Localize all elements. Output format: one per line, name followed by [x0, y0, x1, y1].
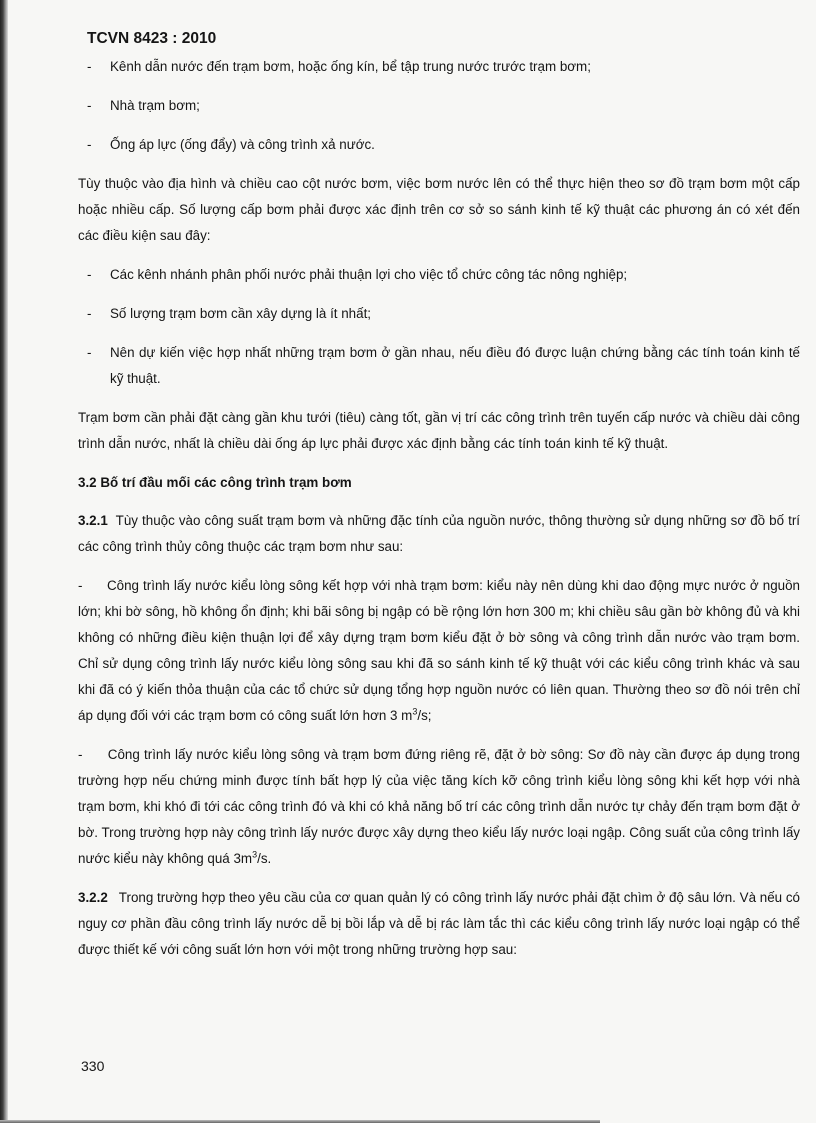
list-item-text: Các kênh nhánh phân phối nước phải thuận lợi cho việc tổ chức công tác nông nghiệp;	[110, 267, 628, 282]
clause-number: 3.2.2	[78, 890, 108, 905]
layout-option-item	[78, 573, 800, 729]
list-item-text: Nhà trạm bơm;	[110, 98, 200, 113]
dash-bullet: -	[87, 267, 92, 282]
list-item	[78, 340, 800, 392]
list-item-text: Ống áp lực (ống đẩy) và công trình xả nước.	[110, 137, 375, 152]
superscript: 3	[412, 706, 418, 717]
dash-bullet: -	[87, 306, 92, 321]
option-text-tail: /s.	[257, 851, 272, 866]
dash-bullet: -	[87, 59, 92, 74]
layout-option-item	[78, 742, 800, 872]
section-title: 3.2 Bố trí đầu mối các công trình trạm bơm	[78, 475, 352, 490]
list-item-text: Kênh dẫn nước đến trạm bơm, hoặc ống kín, bể tập trung nước trước trạm bơm;	[110, 59, 591, 74]
dash-bullet: -	[78, 747, 83, 762]
list-item	[78, 54, 800, 80]
clause-3-2-2	[78, 885, 800, 963]
option-text: Công trình lấy nước kiểu lòng sông kết hợp với nhà trạm bơm: kiểu này nên dùng khi dao động mực nước ở nguồn lớn; khi bờ sông, hồ không ổn định; khi bãi sông bị ngập có bề rộng lớn hơn 300 m; khi chiều sâu gần bờ không đủ và khi không có những điều kiện thuận lợi để xây dựng trạm bơm kiểu đặt ở bờ sông và công trình dẫn nước vào trạm bơm. Chỉ sử dụng công trình lấy nước kiểu lòng sông sau khi đã so sánh kinh tế kỹ thuật với các kiểu công trình khác và sau khi đã có ý kiến thỏa thuận của các tổ chức sử dụng tổng hợp nguồn nước có liên quan. Thường theo sơ đồ nói trên chỉ áp dụng đối với các trạm bơm có công suất lớn hơn 3 m	[78, 578, 800, 723]
page-binding-edge	[0, 0, 8, 1123]
conditions-list	[78, 262, 800, 392]
dash-bullet: -	[78, 578, 83, 593]
list-item-text: Nên dự kiến việc hợp nhất những trạm bơm ở gần nhau, nếu điều đó được luận chứng bằng các tính toán kinh tế kỹ thuật.	[110, 345, 800, 386]
page-number: 330	[81, 1058, 105, 1074]
dash-bullet: -	[87, 98, 92, 113]
dash-bullet: -	[87, 345, 92, 360]
list-item	[78, 93, 800, 119]
list-item	[78, 132, 800, 158]
clause-text: Trong trường hợp theo yêu cầu của cơ quan quản lý có công trình lấy nước phải đặt chìm ở độ sâu lớn. Và nếu có nguy cơ phần đầu công trình lấy nước dễ bị bồi lắp và dễ bị rác làm tắc thì các kiểu công trình lấy nước loại ngập có thể được thiết kế với công suất lớn hơn với một trong những trường hợp sau:	[78, 890, 800, 957]
document-page	[78, 28, 800, 976]
paragraph-pump-stages: Tùy thuộc vào địa hình và chiều cao cột nước bơm, việc bơm nước lên có thể thực hiện theo sơ đồ trạm bơm một cấp hoặc nhiều cấp. Số lượng cấp bơm phải được xác định trên cơ sở so sánh kinh tế kỹ thuật các phương án có xét đến các điều kiện sau đây:	[78, 176, 800, 243]
option-text: Công trình lấy nước kiểu lòng sông và trạm bơm đứng riêng rẽ, đặt ở bờ sông: Sơ đồ này cần được áp dụng trong trường hợp nếu chứng minh được tính bất hợp lý của việc tăng kích kỡ công trình kiểu lòng sông khi kết hợp với nhà trạm bơm, khi khó đi tới các công trình đó và khi có khả năng bố trí các công trình dẫn nước tự chảy đến trạm bơm đặt ở bờ. Trong trường hợp này công trình lấy nước được xây dựng theo kiểu lấy nước loại ngập. Công suất của công trình lấy nước kiểu này không quá 3m	[78, 747, 801, 866]
paragraph-pump-location: Trạm bơm cần phải đặt càng gần khu tưới (tiêu) càng tốt, gần vị trí các công trình trên tuyến cấp nước và chiều dài công trình dẫn nước, nhất là chiều dài ống áp lực phải được xác định bằng các tính toán kinh tế kỹ thuật.	[78, 410, 800, 451]
clause-number: 3.2.1	[78, 513, 108, 528]
intro-list	[78, 54, 800, 158]
list-item-text: Số lượng trạm bơm cần xây dựng là ít nhất;	[110, 306, 372, 321]
dash-bullet: -	[87, 137, 92, 152]
list-item	[78, 262, 800, 288]
standard-header: TCVN 8423 : 2010	[87, 30, 217, 47]
superscript: 3	[252, 849, 258, 860]
clause-text: Tùy thuộc vào công suất trạm bơm và những đặc tính của nguồn nước, thông thường sử dụng những sơ đồ bố trí các công trình thủy công thuộc các trạm bơm như sau:	[78, 513, 800, 554]
option-text-tail: /s;	[417, 708, 432, 723]
list-item	[78, 301, 800, 327]
clause-3-2-1	[78, 508, 800, 560]
